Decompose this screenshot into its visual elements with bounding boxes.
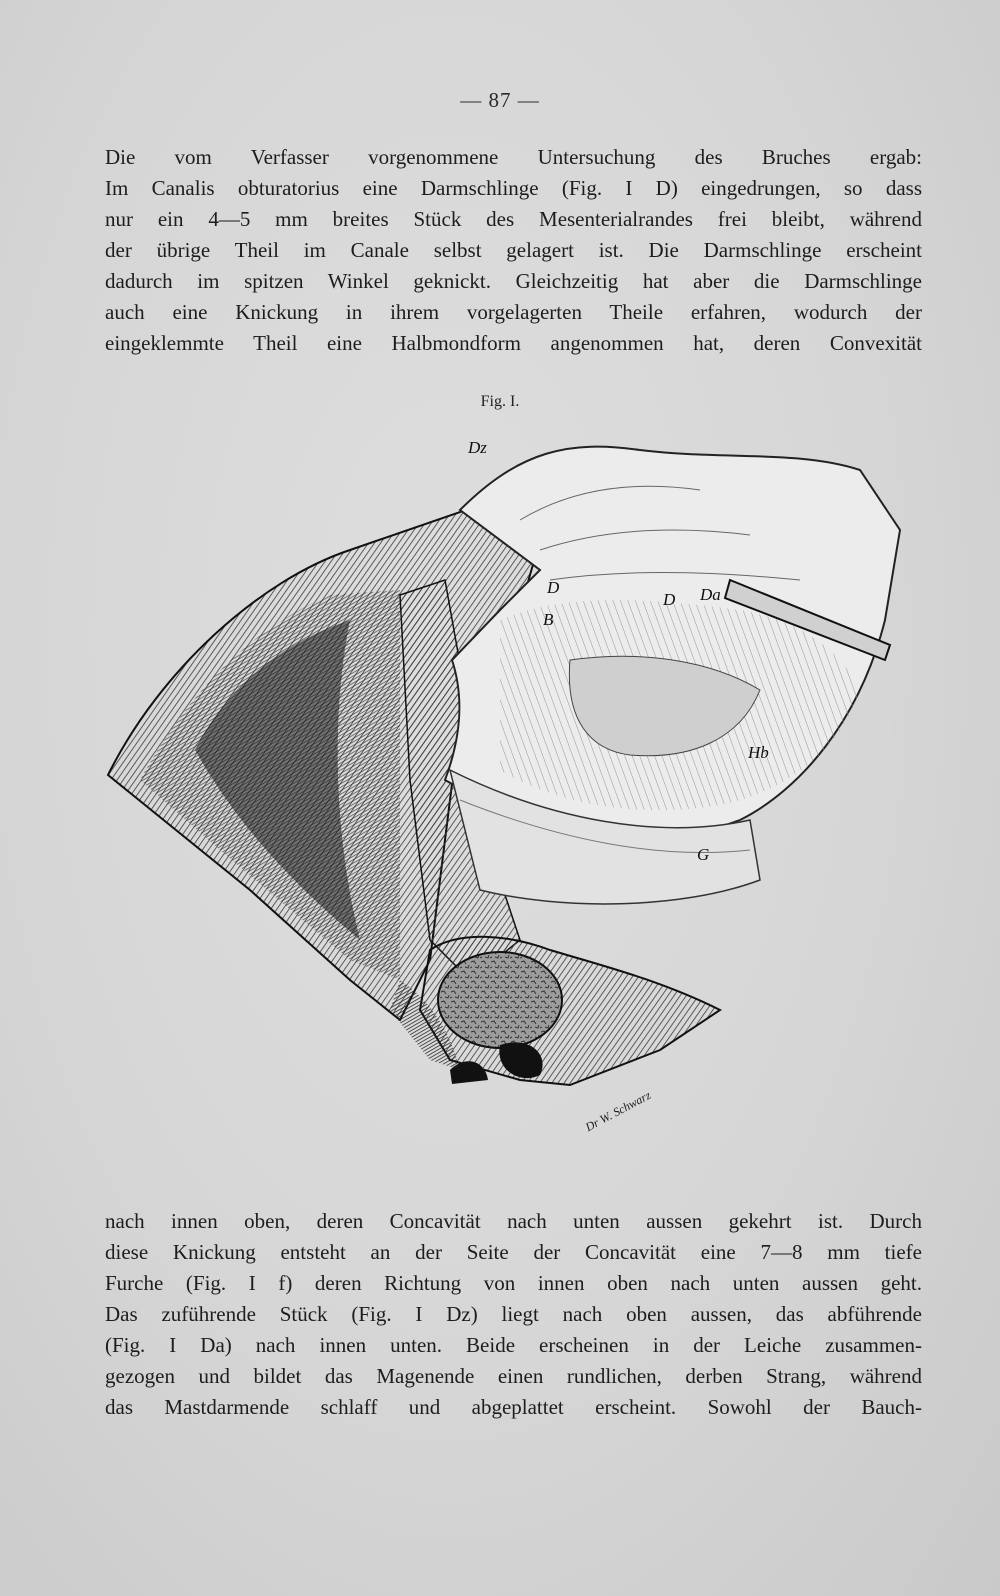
text-line: gezogen und bildet das Magenende einen rundlichen, derben Strang, während (105, 1364, 922, 1388)
label-hb: Hb (748, 743, 769, 762)
text-line: eingeklemmte Theil eine Halbmondform angenommen hat, deren Convexität (105, 331, 922, 355)
label-dz: Dz (468, 438, 487, 457)
engraver-signature: Dr W. Schwarz (582, 1087, 654, 1135)
text-line: dadurch im spitzen Winkel geknickt. Gleichzeitig hat aber die Darmschlinge (105, 269, 922, 293)
figure-caption: Fig. I. (480, 393, 520, 410)
text-line: Furche (Fig. I f) deren Richtung von innen oben nach unten aussen geht. (105, 1271, 922, 1295)
text-line: der übrige Theil im Canale selbst gelagert ist. Die Darmschlinge erscheint (105, 238, 922, 262)
text-line: nach innen oben, deren Concavität nach unten aussen gekehrt ist. Durch (105, 1209, 922, 1233)
text-line: das Mastdarmende schlaff und abgeplattet erscheint. Sowohl der Bauch- (105, 1395, 922, 1419)
label-da: Da (700, 585, 721, 604)
label-d-right: D (663, 590, 676, 609)
text-line: nur ein 4—5 mm breites Stück des Mesenterialrandes frei bleibt, während (105, 207, 922, 231)
page-number: — 87 — (460, 88, 540, 112)
text-line: diese Knickung entsteht an der Seite der Concavität eine 7—8 mm tiefe (105, 1240, 922, 1264)
anatomical-illustration (100, 420, 930, 1200)
text-line: auch eine Knickung in ihrem vorgelagerten Theile erfahren, wodurch der (105, 300, 922, 324)
text-line: Das zuführende Stück (Fig. I Dz) liegt nach oben aussen, das abführende (105, 1302, 922, 1326)
text-line: Im Canalis obturatorius eine Darmschlinge (Fig. I D) eingedrungen, so dass (105, 176, 922, 200)
label-b: B (543, 610, 554, 629)
paragraph-bottom (105, 1206, 922, 1423)
text-line: (Fig. I Da) nach innen unten. Beide erscheinen in der Leiche zusammen- (105, 1333, 922, 1357)
text-line: Die vom Verfasser vorgenommene Untersuchung des Bruches ergab: (105, 145, 922, 169)
illustration-engraving (100, 420, 930, 1200)
label-d-left: D (547, 578, 560, 597)
paragraph-top (105, 142, 922, 359)
label-g: G (697, 845, 710, 864)
